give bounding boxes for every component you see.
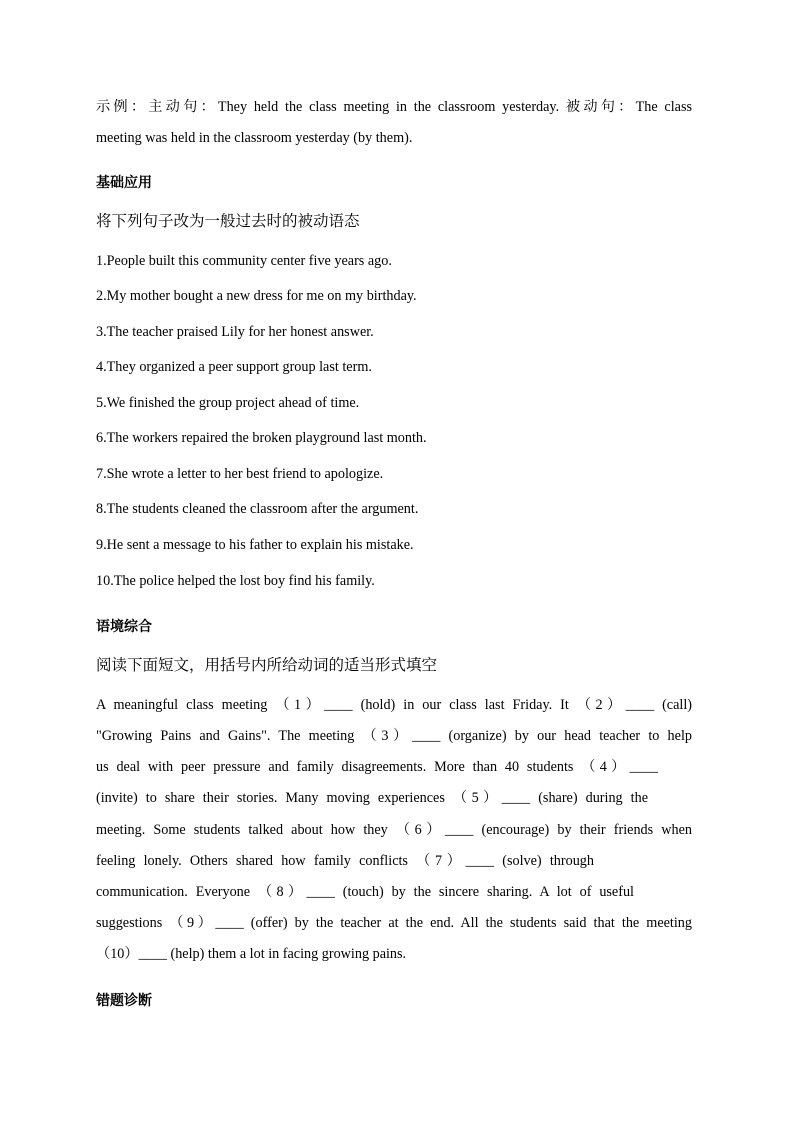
exercise-item: 8.The students cleaned the classroom after the argument. (96, 501, 419, 517)
passage-line: suggestions （9）____ (offer) by the teacher at the end. All the students said that the meeting (96, 915, 692, 931)
passage-line: communication. Everyone （8）____ (touch) by the sincere sharing. A lot of useful (96, 884, 634, 900)
exercise-item: 1.People built this community center five years ago. (96, 253, 392, 269)
heading-context-synthesis: 语境综合 (96, 619, 152, 635)
passage-line: us deal with peer pressure and family disagreements. More than 40 students （4）____ (96, 759, 658, 775)
exercise-item: 7.She wrote a letter to her best friend to apologize. (96, 466, 384, 482)
exercise-item: 9.He sent a message to his father to explain his mistake. (96, 537, 414, 553)
exercise-item: 4.They organized a peer support group last term. (96, 359, 372, 375)
instruction-passive-voice: 将下列句子改为一般过去时的被动语态 (96, 212, 360, 230)
passage-line: （10）____ (help) them a lot in facing growing pains. (96, 946, 407, 962)
passage-line: A meaningful class meeting （1）____ (hold) in our class last Friday. It （2）____ (call) (96, 697, 692, 713)
example-line-1: 示例：主动句：They held the class meeting in the classroom yesterday. 被动句：The class (96, 99, 692, 115)
passage-line: meeting. Some students talked about how they （6）____ (encourage) by their friends when (96, 822, 692, 838)
heading-error-diagnosis: 错题诊断 (96, 993, 152, 1009)
exercise-item: 2.My mother bought a new dress for me on my birthday. (96, 288, 417, 304)
heading-basic-application: 基础应用 (96, 175, 152, 191)
exercise-item: 5.We finished the group project ahead of time. (96, 395, 360, 411)
passage-line: (invite) to share their stories. Many moving experiences （5）____ (share) during the (96, 790, 648, 806)
exercise-item: 3.The teacher praised Lily for her honest answer. (96, 324, 374, 340)
instruction-fill-blanks: 阅读下面短文，用括号内所给动词的适当形式填空 (96, 656, 438, 674)
passage-line: "Growing Pains and Gains". The meeting （3）____ (organize) by our head teacher to help (96, 728, 692, 744)
example-line-2: meeting was held in the classroom yesterday (by them). (96, 130, 413, 146)
passage-line: feeling lonely. Others shared how family conflicts （7）____ (solve) through (96, 853, 594, 869)
exercise-item: 6.The workers repaired the broken playground last month. (96, 430, 427, 446)
exercise-item: 10.The police helped the lost boy find his family. (96, 573, 375, 589)
